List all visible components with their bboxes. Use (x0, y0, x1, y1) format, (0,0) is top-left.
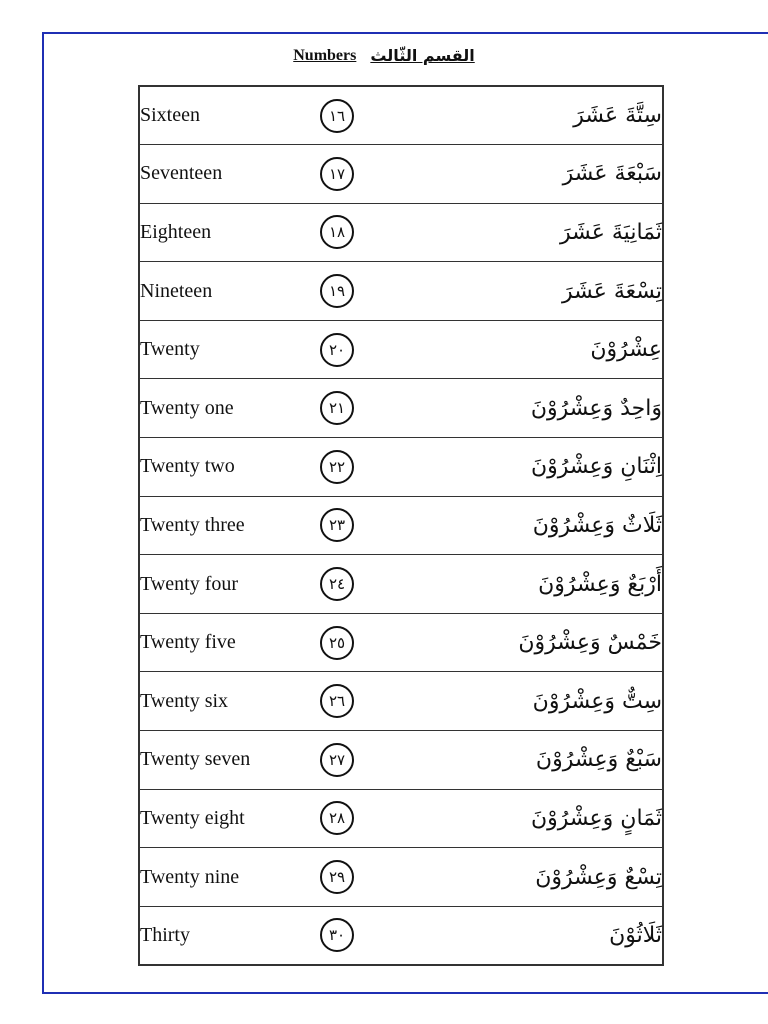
arabic-word: سَبْعَةَ عَشَرَ (414, 145, 663, 204)
arabic-word: ثَلَاثُوْنَ (414, 906, 663, 965)
arabic-word: سِتٌّ وَعِشْرُوْنَ (414, 672, 663, 731)
table-row (139, 613, 663, 672)
numeral-circle: ٢٦ (320, 684, 354, 718)
heading-arabic: القسم الثّالث (370, 46, 475, 65)
frame-left-border (42, 32, 44, 994)
table-row (139, 496, 663, 555)
numbers-table (138, 85, 664, 966)
frame-top-border (42, 32, 768, 34)
arabic-word: اِثْنَانِ وَعِشْرُوْنَ (414, 438, 663, 497)
numeral-circle: ١٨ (320, 215, 354, 249)
english-word: Twenty three (139, 496, 320, 555)
table-row (139, 848, 663, 907)
english-word: Twenty five (139, 613, 320, 672)
numeral-circle: ٢٨ (320, 801, 354, 835)
english-word: Nineteen (139, 262, 320, 321)
arabic-word: سِتَّةَ عَشَرَ (414, 86, 663, 145)
arabic-word: وَاحِدٌ وَعِشْرُوْنَ (414, 379, 663, 438)
english-word: Seventeen (139, 145, 320, 204)
numeral-circle: ٢٢ (320, 450, 354, 484)
english-word: Twenty (139, 320, 320, 379)
table-row (139, 731, 663, 790)
numeral-circle: ٢٥ (320, 626, 354, 660)
arabic-word: سَبْعٌ وَعِشْرُوْنَ (414, 731, 663, 790)
table-row (139, 320, 663, 379)
english-word: Thirty (139, 906, 320, 965)
arabic-word: ثَلَاثٌ وَعِشْرُوْنَ (414, 496, 663, 555)
table-row (139, 145, 663, 204)
heading-group (293, 46, 475, 65)
numeral-circle: ٢٧ (320, 743, 354, 777)
numeral-circle: ١٦ (320, 99, 354, 133)
table-row (139, 262, 663, 321)
table-row (139, 789, 663, 848)
arabic-word: تِسْعٌ وَعِشْرُوْنَ (414, 848, 663, 907)
page-heading (0, 46, 768, 76)
frame-bottom-border (42, 992, 768, 994)
table-row (139, 555, 663, 614)
arabic-word: أَرْبَعٌ وَعِشْرُوْنَ (414, 555, 663, 614)
arabic-word: تِسْعَةَ عَشَرَ (414, 262, 663, 321)
numeral-circle: ٢٠ (320, 333, 354, 367)
numeral-circle: ٢٤ (320, 567, 354, 601)
english-word: Twenty nine (139, 848, 320, 907)
arabic-word: خَمْسٌ وَعِشْرُوْنَ (414, 613, 663, 672)
table-row (139, 906, 663, 965)
numeral-circle: ١٩ (320, 274, 354, 308)
english-word: Sixteen (139, 86, 320, 145)
table-row (139, 379, 663, 438)
numeral-circle: ١٧ (320, 157, 354, 191)
english-word: Twenty two (139, 438, 320, 497)
table-row (139, 438, 663, 497)
heading-english: Numbers (293, 46, 357, 64)
numeral-circle: ٢٣ (320, 508, 354, 542)
numeral-circle: ٢٩ (320, 860, 354, 894)
english-word: Twenty one (139, 379, 320, 438)
arabic-word: عِشْرُوْنَ (414, 320, 663, 379)
table-row (139, 86, 663, 145)
arabic-word: ثَمَانٍ وَعِشْرُوْنَ (414, 789, 663, 848)
numeral-circle: ٢١ (320, 391, 354, 425)
table-row (139, 203, 663, 262)
table-row (139, 672, 663, 731)
numeral-circle: ٣٠ (320, 918, 354, 952)
english-word: Twenty eight (139, 789, 320, 848)
english-word: Eighteen (139, 203, 320, 262)
arabic-word: ثَمَانِيَةَ عَشَرَ (414, 203, 663, 262)
english-word: Twenty six (139, 672, 320, 731)
english-word: Twenty seven (139, 731, 320, 790)
english-word: Twenty four (139, 555, 320, 614)
